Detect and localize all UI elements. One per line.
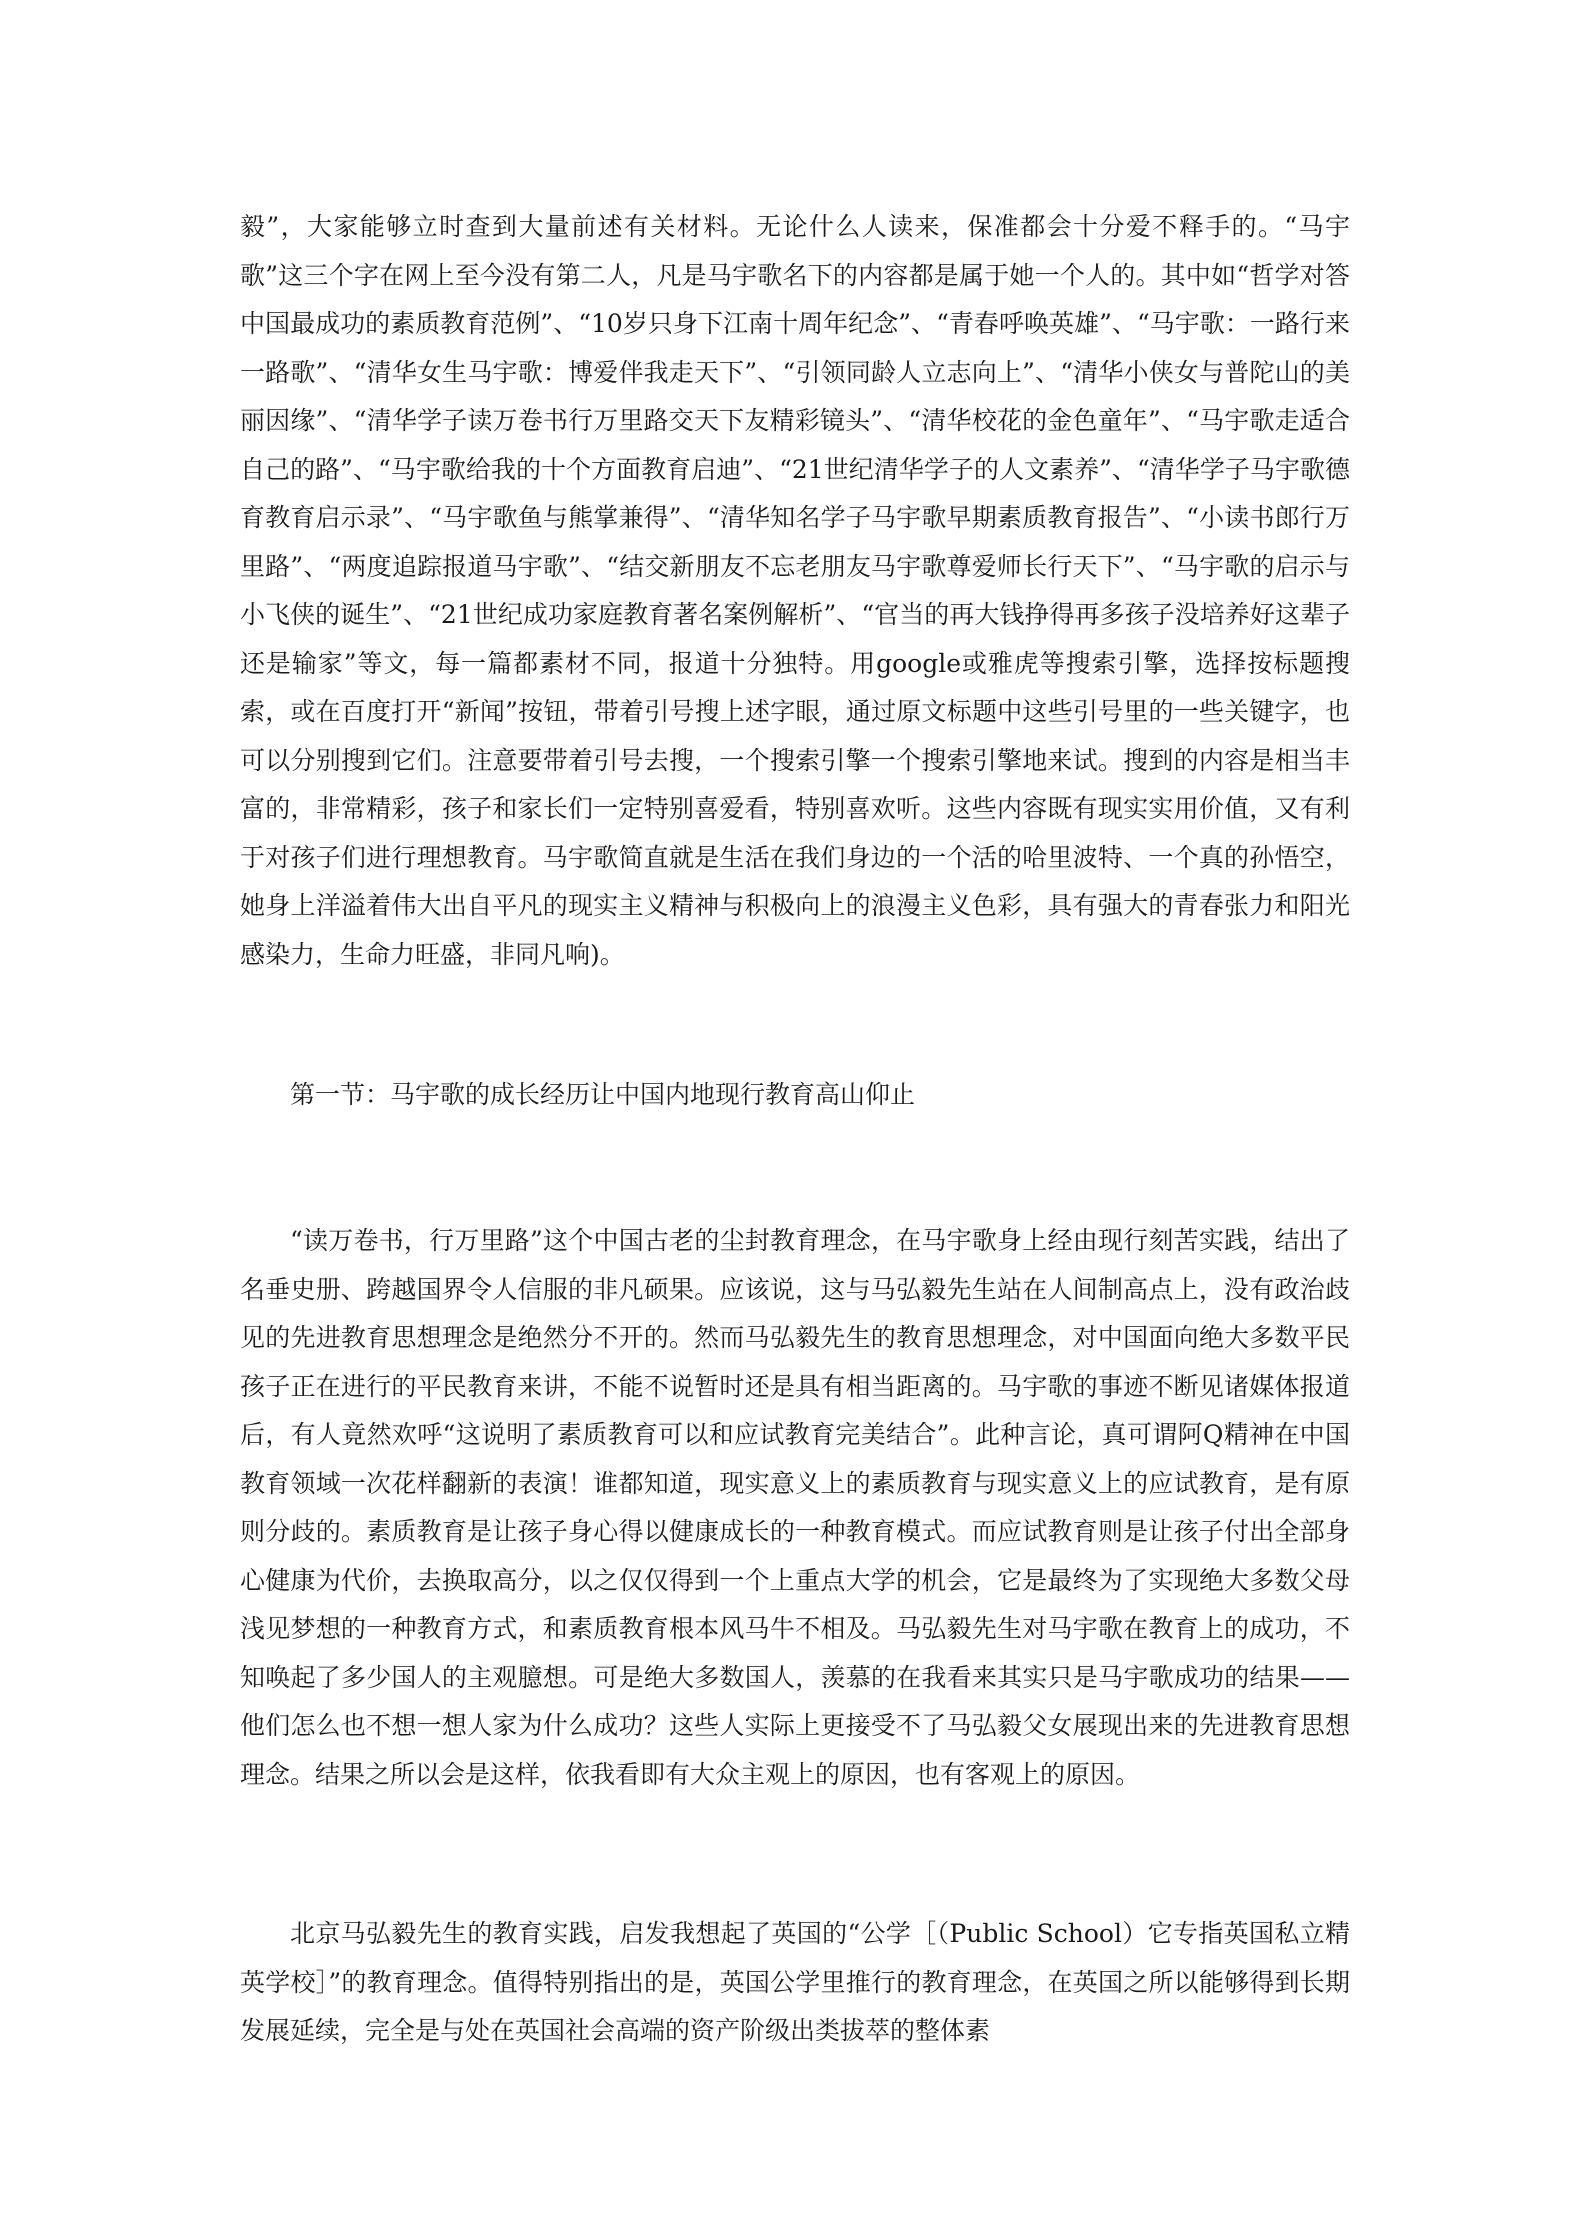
continuation-paragraph: 毅”，大家能够立时查到大量前述有关材料。无论什么人读来，保准都会十分爱不释手的。“马宇歌”这三个字在网上至今没有第二人，凡是马宇歌名下的内容都是属于她一个人的。其中如“哲学对答中国最成功的素质教育范例”、“10岁只身下江南十周年纪念”、“青春呼唤英雄”、“马宇歌：一路行来一路歌”、“清华女生马宇歌：博爱伴我走天下”、“引领同龄人立志向上”、“清华小侠女与普陀山的美丽因缘”、“清华学子读万卷书行万里路交天下友精彩镜头”、“清华校花的金色童年”、“马宇歌走适合自己的路”、“马宇歌给我的十个方面教育启迪”、“21世纪清华学子的人文素养”、“清华学子马宇歌德育教育启示录”、“马宇歌鱼与熊掌兼得”、“清华知名学子马宇歌早期素质教育报告”、“小读书郎行万里路”、“两度追踪报道马宇歌”、“结交新朋友不忘老朋友马宇歌尊爱师长行天下”、“马宇歌的启示与小飞侠的诞生”、“21世纪成功家庭教育著名案例解析”、“官当的再大钱挣得再多孩子没培养好这辈子还是输家”等文，每一篇都素材不同，报道十分独特。用google或雅虎等搜索引擎，选择按标题搜索，或在百度打开“新闻”按钮，带着引号搜上述字眼，通过原文标题中这些引号里的一些关键字，也可以分别搜到它们。注意要带着引号去搜，一个搜索引擎一个搜索引擎地来试。搜到的内容是相当丰富的，非常精彩，孩子和家长们一定特别喜爱看，特别喜欢听。这些内容既有现实实用价值，又有利于对孩子们进行理想教育。马宇歌简直就是生活在我们身边的一个活的哈里波特、一个真的孙悟空，她身上洋溢着伟大出自平凡的现实主义精神与积极向上的浪漫主义色彩，具有强大的青春张力和阳光感染力，生命力旺盛，非同凡响)。 (240, 212, 1350, 969)
body-paragraph-1: “读万卷书，行万里路”这个中国古老的尘封教育理念，在马宇歌身上经由现行刻苦实践，结出了名垂史册、跨越国界令人信服的非凡硕果。应该说，这与马弘毅先生站在人间制高点上，没有政治歧见的先进教育思想理念是绝然分不开的。然而马弘毅先生的教育思想理念，对中国面向绝大多数平民孩子正在进行的平民教育来讲，不能不说暂时还是具有相当距离的。马宇歌的事迹不断见诸媒体报道后，有人竟然欢呼“这说明了素质教育可以和应试教育完美结合”。此种言论，真可谓阿Q精神在中国教育领域一次花样翻新的表演！谁都知道，现实意义上的素质教育与现实意义上的应试教育，是有原则分歧的。素质教育是让孩子身心得以健康成长的一种教育模式。而应试教育则是让孩子付出全部身心健康为代价，去换取高分，以之仅仅得到一个上重点大学的机会，它是最终为了实现绝大多数父母浅见梦想的一种教育方式，和素质教育根本风马牛不相及。马弘毅先生对马宇歌在教育上的成功，不知唤起了多少国人的主观臆想。可是绝大多数国人，羡慕的在我看来其实只是马宇歌成功的结果——他们怎么也不想一想人家为什么成功？这些人实际上更接受不了马弘毅父女展现出来的先进教育思想理念。结果之所以会是这样，依我看即有大众主观上的原因，也有客观上的原因。 (240, 1226, 1350, 1789)
body-paragraph-2: 北京马弘毅先生的教育实践，启发我想起了英国的“公学［（Public School）它专指英国私立精英学校］”的教育理念。值得特别指出的是，英国公学里推行的教育理念，在英国之所以能够得到长期发展延续，完全是与处在英国社会高端的资产阶级出类拔萃的整体素 (240, 1919, 1350, 2045)
section-heading: 第一节：马宇歌的成长经历让中国内地现行教育高山仰止 (290, 1080, 916, 1109)
